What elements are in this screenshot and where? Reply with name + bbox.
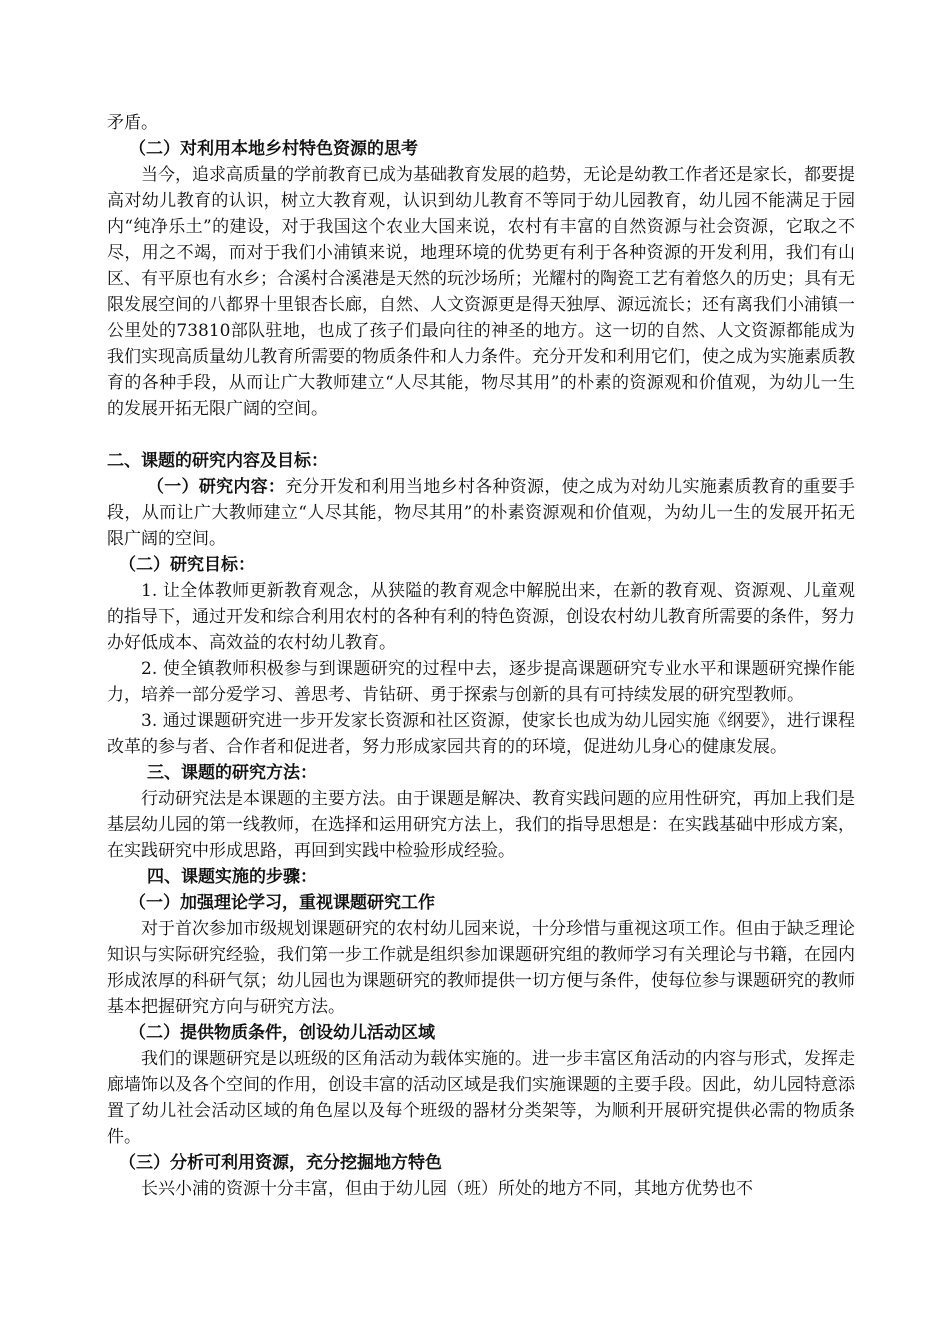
heading-4-2: （二）提供物质条件，创设幼儿活动区域: [129, 1023, 435, 1043]
heading-4-3: （三）分析可利用资源，充分挖掘地方特色: [119, 1153, 442, 1173]
paragraph-4-3: 长兴小浦的资源十分丰富，但由于幼儿园（班）所处的地方不同，其地方优势也不: [141, 1179, 753, 1199]
research-content-lead: （一）研究内容：: [147, 477, 286, 497]
paragraph-4-2: 我们的课题研究是以班级的区角活动为载体实施的。进一步丰富区角活动的内容与形式，发挥走廊墙饰以及各个空间的作用，创设丰富的活动区域是我们实施课题的主要手段。因此，幼儿园特意添置了幼儿社会活动区域的角色屋以及每个班级的器材分类架等，为顺利开展研究提供必需的物质条件。: [107, 1049, 855, 1147]
goal-item-1: 1. 让全体教师更新教育观念，从狭隘的教育观念中解脱出来，在新的教育观、资源观、儿童观的指导下，通过开发和综合利用农村的各种有利的特色资源，创设农村幼儿教育所需要的条件，努力办好低成本、高效益的农村幼儿教育。: [107, 581, 855, 653]
heading-4-1: （一）加强理论学习，重视课题研究工作: [129, 893, 435, 913]
heading-section-2: 二、课题的研究内容及目标：: [107, 451, 328, 471]
paragraph-method: 行动研究法是本课题的主要方法。由于课题是解决、教育实践问题的应用性研究，再加上我们是基层幼儿园的第一线教师，在选择和运用研究方法上，我们的指导思想是：在实践基础中形成方案，在实践研究中形成思路，再回到实践中检验形成经验。: [107, 789, 855, 861]
paragraph-prev-end: 矛盾。: [107, 113, 158, 133]
heading-2-2: （二）对利用本地乡村特色资源的思考: [129, 139, 418, 159]
heading-section-3: 三、课题的研究方法：: [147, 763, 317, 783]
paragraph-research-content: [107, 474, 855, 552]
research-content-text: 充分开发和利用当地乡村各种资源，使之成为对幼儿实施素质教育的重要手段，从而让广大教师建立“人尽其能，物尽其用”的朴素资源观和价值观，为幼儿一生的发展开拓无限广阔的空间。: [107, 477, 856, 549]
goal-item-2: 2. 使全镇教师积极参与到课题研究的过程中去，逐步提高课题研究专业水平和课题研究操作能力，培养一部分爱学习、善思考、肯钻研、勇于探索与创新的具有可持续发展的研究型教师。: [107, 659, 855, 705]
heading-research-goal: （二）研究目标：: [119, 555, 255, 575]
blank-line: [107, 422, 855, 448]
goal-item-3: 3. 通过课题研究进一步开发家长资源和社区资源，使家长也成为幼儿园实施《纲要》，进行课程改革的参与者、合作者和促进者，努力形成家园共育的的环境，促进幼儿身心的健康发展。: [107, 711, 855, 757]
heading-section-4: 四、课题实施的步骤：: [147, 867, 317, 887]
paragraph-resource: 当今，追求高质量的学前教育已成为基础教育发展的趋势，无论是幼教工作者还是家长，都要提高对幼儿教育的认识，树立大教育观，认识到幼儿教育不等同于幼儿园教育，幼儿园不能满足于园内“纯净乐土”的建设，对于我国这个农业大国来说，农村有丰富的自然资源与社会资源，它取之不尽，用之不竭，而对于我们小浦镇来说，地理环境的优势更有利于各种资源的开发利用，我们有山区、有平原也有水乡；合溪村合溪港是天然的玩沙场所；光耀村的陶瓷工艺有着悠久的历史；具有无限发展空间的八都界十里银杏长廊，自然、人文资源更是得天独厚、源远流长；还有离我们小浦镇一公里处的73810部队驻地，也成了孩子们最向往的神圣的地方。这一切的自然、人文资源都能成为我们实现高质量幼儿教育所需要的物质条件和人力条件。充分开发和利用它们，使之成为实施素质教育的各种手段，从而让广大教师建立“人尽其能，物尽其用”的朴素的资源观和价值观，为幼儿一生的发展开拓无限广阔的空间。: [107, 165, 855, 419]
paragraph-4-1: 对于首次参加市级规划课题研究的农村幼儿园来说，十分珍惜与重视这项工作。但由于缺乏理论知识与实际研究经验，我们第一步工作就是组织参加课题研究组的教师学习有关理论与书籍，在园内形成浓厚的科研气氛；幼儿园也为课题研究的教师提供一切方便与条件，使每位参与课题研究的教师基本把握研究方向与研究方法。: [107, 919, 855, 1017]
